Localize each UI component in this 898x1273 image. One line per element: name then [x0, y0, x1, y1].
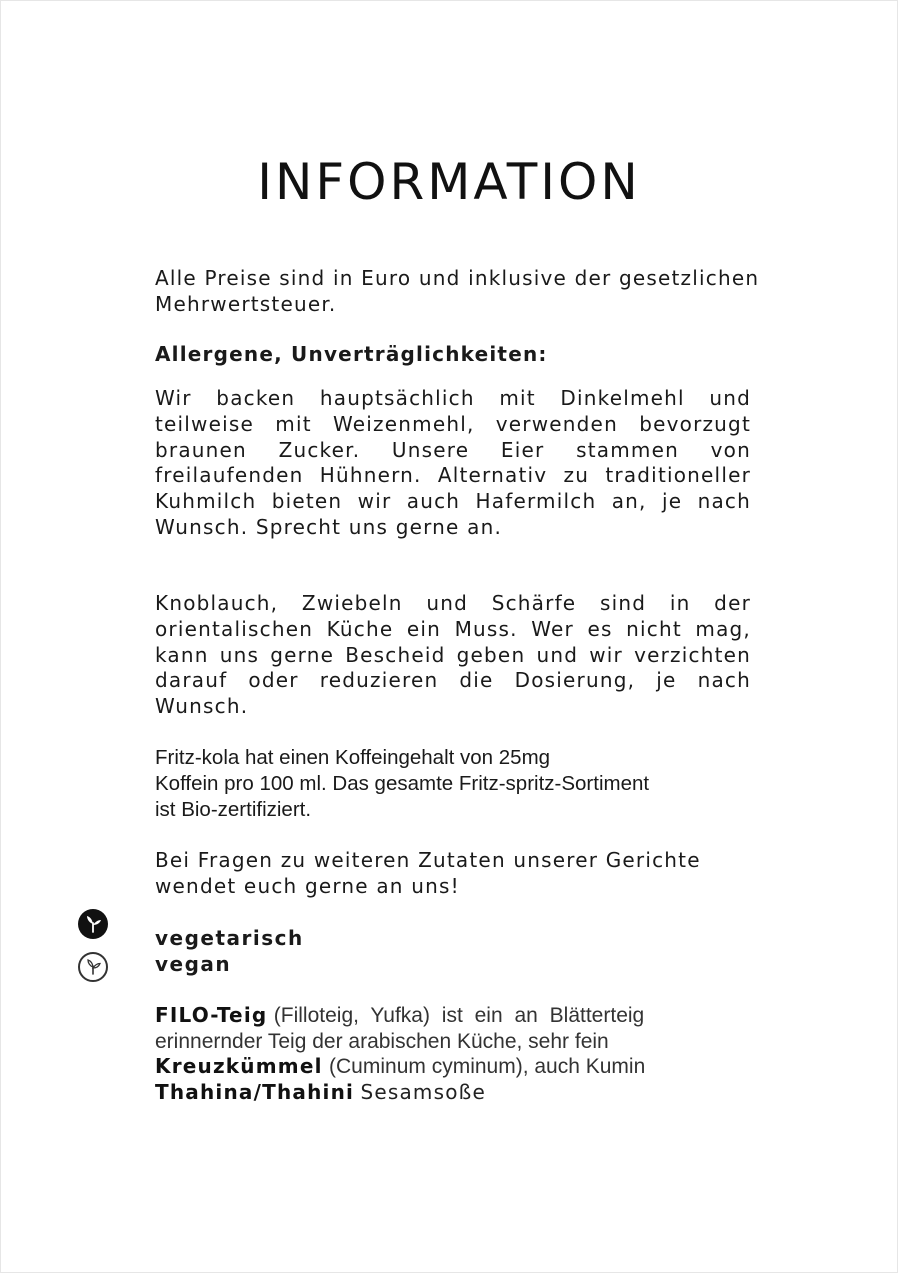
glossary-definition: (Cuminum cyminum), auch Kumin	[329, 1055, 646, 1078]
glossary-term: Thahina/Thahini	[155, 1079, 355, 1104]
glossary-item-filo-continued	[155, 1029, 755, 1055]
glossary-definition: (Filloteig, Yufka) ist ein an Blätterteig	[273, 1004, 645, 1027]
glossary-definition: Sesamsoße	[360, 1079, 486, 1104]
allergen-heading: Allergene, Unverträglichkeiten:	[155, 342, 548, 366]
glossary-item-filo	[155, 1003, 755, 1029]
glossary-item-kreuzkuemmel	[155, 1054, 755, 1080]
page-title: INFORMATION	[257, 153, 641, 211]
allergen-paragraph-fritz-kola	[155, 745, 751, 822]
fritz-kola-line-1: Fritz-kola hat einen Koffeingehalt von 25mg	[155, 746, 551, 769]
price-note: Alle Preise sind in Euro und inklusive der gesetzlichen Mehrwertsteuer.	[155, 266, 760, 316]
allergen-paragraph-spices: Knoblauch, Zwiebeln und Schärfe sind in der orientalischen Küche ein Muss. Wer es nicht mag, kann uns gerne Bescheid geben und wir verzichten darauf oder reduzieren die Dosierung, je nach Wunsch.	[155, 591, 751, 719]
vegan-label: vegan	[155, 952, 232, 976]
glossary-item-thahina	[155, 1080, 755, 1106]
glossary-term: Kreuzkümmel	[155, 1054, 323, 1078]
allergen-paragraph-questions: Bei Fragen zu weiteren Zutaten unserer Gerichte wendet euch gerne an uns!	[155, 848, 701, 898]
glossary-definition: erinnernder Teig der arabischen Küche, sehr fein	[155, 1029, 609, 1053]
glossary	[155, 1003, 755, 1105]
glossary-term: FILO-Teig	[155, 1003, 268, 1027]
allergen-paragraph-baking: Wir backen hauptsächlich mit Dinkelmehl und teilweise mit Weizenmehl, verwenden bevorzugt braunen Zucker. Unsere Eier stammen von freilaufenden Hühnern. Alternativ zu traditioneller Kuhmilch bieten wir auch Hafermilch an, je nach Wunsch. Sprecht uns gerne an.	[155, 386, 751, 539]
vegan-leaf-icon	[78, 952, 108, 982]
fritz-kola-line-2: Koffein pro 100 ml. Das gesamte Fritz-spritz-Sortiment	[155, 771, 650, 795]
vegetarian-label: vegetarisch	[155, 926, 304, 950]
fritz-kola-line-3: ist Bio-zertifiziert.	[155, 797, 312, 821]
vegetarian-leaf-icon	[78, 909, 108, 939]
